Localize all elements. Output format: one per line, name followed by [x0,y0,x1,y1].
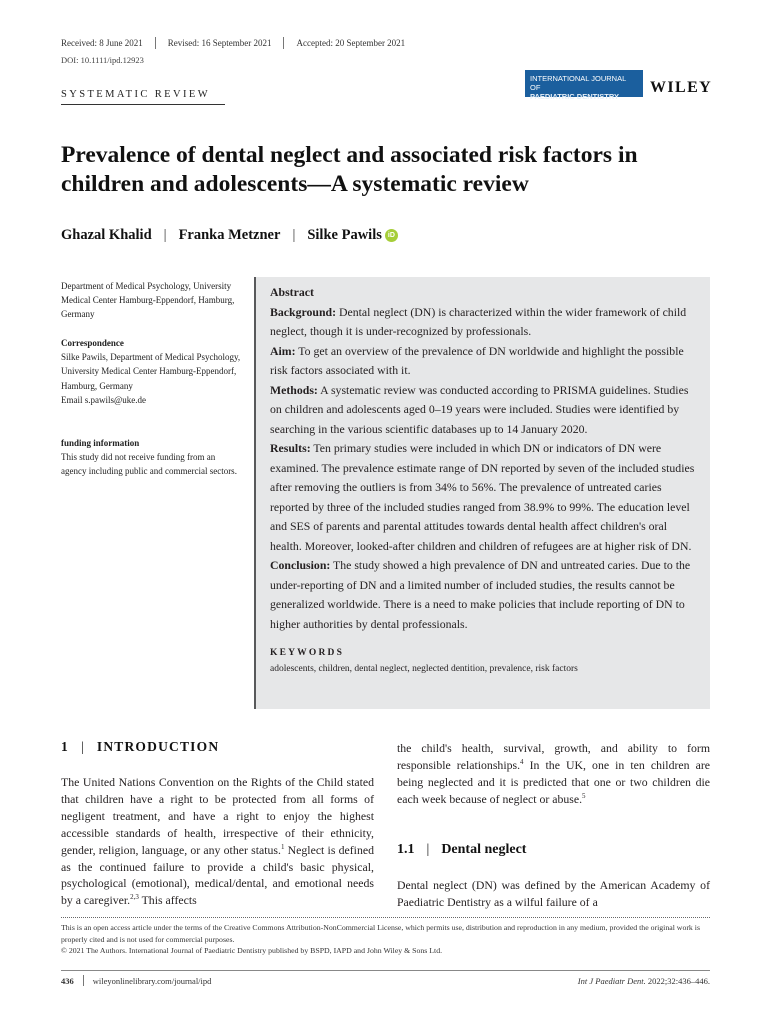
subsection-paragraph: Dental neglect (DN) was defined by the American Academy of Paediatric Dentistry as a wilful failure of a [397,878,710,909]
publisher-logo: WILEY [650,79,713,96]
doi[interactable]: DOI: 10.1111/ipd.12923 [61,55,144,65]
aim-label: Aim: [270,343,296,358]
body-text: Neglect is defined as the continued failure to provide a child's basic physical, psychological (emotional), medical/dental, and emotional needs by a caregiver. [61,842,374,908]
citation-ref[interactable]: 4 [520,757,524,766]
license-notice [61,922,710,957]
methods-text: A systematic review was conducted according to PRISMA guidelines. Studies on children and adolescents aged 0–19 years were included. Studies were identified by searching in the various scientific databases up to 14 January 2020. [270,382,689,436]
intro-paragraph-1 [61,774,374,909]
accepted-date: Accepted: 20 September 2021 [296,38,406,48]
results-label: Results: [270,441,311,455]
citation-ref[interactable]: 2,3 [130,893,139,902]
body-text: The United Nations Convention on the Rights of the Child stated that children have a right to be protected from all forms of negligent treatment, and have a right to enjoy the highest accessible standards of health, irrespective of their ethnicity, gender, religion, language, or any other status. [61,775,374,857]
section-rule [61,104,225,105]
divider [83,975,84,986]
received-date: Received: 8 June 2021 [61,38,143,48]
abstract-conclusion [270,556,700,634]
journal-url[interactable]: wileyonlinelibrary.com/journal/ipd [92,975,212,986]
citation-ref[interactable]: 1 [280,842,285,851]
orcid-icon[interactable]: iD [385,229,398,242]
funding-block [61,436,241,479]
abstract-aim [270,342,700,381]
divider: | [292,227,296,243]
citation-volume: 2022;32:436–446. [645,975,710,986]
correspondence-block [61,336,241,407]
citation-journal: Int J Paediatr Dent. [577,975,646,986]
journal-logo [525,70,643,101]
abstract-box [254,277,710,709]
license-divider [61,917,710,918]
correspondence-email[interactable]: Email s.pawils@uke.de [61,394,147,405]
abstract-background [270,303,700,342]
author-name[interactable]: Silke Pawils [307,227,382,243]
journal-logo-line1: INTERNATIONAL JOURNAL OF [530,74,626,92]
funding-text: This study did not receive funding from an agency including public and commercial sectors. [61,452,237,477]
divider: | [163,227,167,243]
conclusion-label: Conclusion: [270,558,331,572]
correspondence-text: Silke Pawils, Department of Medical Psychology, University Medical Center Hamburg-Eppendorf, Hamburg, Germany [61,352,241,391]
license-text: This is an open access article under the terms of the Creative Commons Attribution-NonCommercial License, which permits use, distribution and reproduction in any medium, provided the original work is properly cited and is not used for commercial purposes. [61,923,700,944]
copyright-text: © 2021 The Authors. International Journal of Paediatric Dentistry published by BSPD, IAPD and John Wiley & Sons Ltd. [61,946,443,955]
page-footer [61,975,710,986]
citation [578,976,710,986]
body-text: In the UK, one in ten children are being neglected and it is predicted that one or two children die each week because of neglect or abuse. [397,757,710,806]
aim-text: To get an overview of the prevalence of DN worldwide and highlight the possible risk factors associated with it. [270,343,684,377]
journal-logo-line2: PAEDIATRIC DENTISTRY [530,92,620,101]
divider [283,37,284,49]
keywords-list: adolescents, children, dental neglect, neglected dentition, prevalence, risk factors [270,664,578,674]
section-number: 1 [61,739,69,754]
divider [155,37,156,49]
author-name[interactable]: Ghazal Khalid [61,227,152,243]
section-title: INTRODUCTION [96,739,220,754]
citation-ref[interactable]: 5 [582,791,586,800]
footer-rule [61,970,710,971]
intro-paragraph-2 [397,740,710,808]
author-list [61,227,398,244]
methods-label: Methods: [270,382,318,397]
abstract-methods [270,381,700,440]
background-text: Dental neglect (DN) is characterized within the wider framework of child neglect, though it is under-recognized by professionals. [270,304,687,338]
article-title: Prevalence of dental neglect and associated risk factors in children and adolescents—A systematic review [61,142,638,197]
abstract-heading: Abstract [270,285,314,299]
conclusion-text: The study showed a high prevalence of DN and untreated caries. Due to the under-reporting of DN and a limited number of included studies, the results cannot be generalized worldwide. There is a need to make policies that include reporting of DN to higher authorities by dental professionals. [270,558,691,631]
section-label: SYSTEMATIC REVIEW [61,89,211,100]
funding-heading: funding information [61,438,140,448]
article-dates [61,37,405,49]
revised-date: Revised: 16 September 2021 [167,38,272,48]
keywords-heading: KEYWORDS [270,648,345,658]
section-heading-introduction [61,739,219,755]
divider: | [426,842,430,857]
body-text: the child's health, survival, growth, and ability to form responsible relationships. [397,741,710,772]
background-label: Background: [270,304,336,319]
author-name[interactable]: Franka Metzner [178,227,281,243]
subsection-heading-dental-neglect [397,842,526,858]
results-text: Ten primary studies were included in which DN or indicators of DN were examined. The prevalence estimate range of DN reported by seven of the included studies after removing the outliers is from 34% to 56%. The prevalence of untreated caries reported by three of the included studies ranged from 38.9% to 99%. The education level and SES of parents and parental attitudes towards dental health affect children's oral health. Moreover, looked-after children and children of refugees are at higher risk of DN. [270,441,695,553]
divider: | [80,739,85,754]
abstract-results [270,439,700,556]
subsection-number: 1.1 [397,842,415,857]
body-text: This affects [138,893,197,908]
affiliation: Department of Medical Psychology, University Medical Center Hamburg-Eppendorf, Hamburg, Germany [61,281,235,320]
correspondence-heading: Correspondence [61,338,124,348]
subsection-title: Dental neglect [441,842,527,857]
page-number: 436 [61,975,74,986]
